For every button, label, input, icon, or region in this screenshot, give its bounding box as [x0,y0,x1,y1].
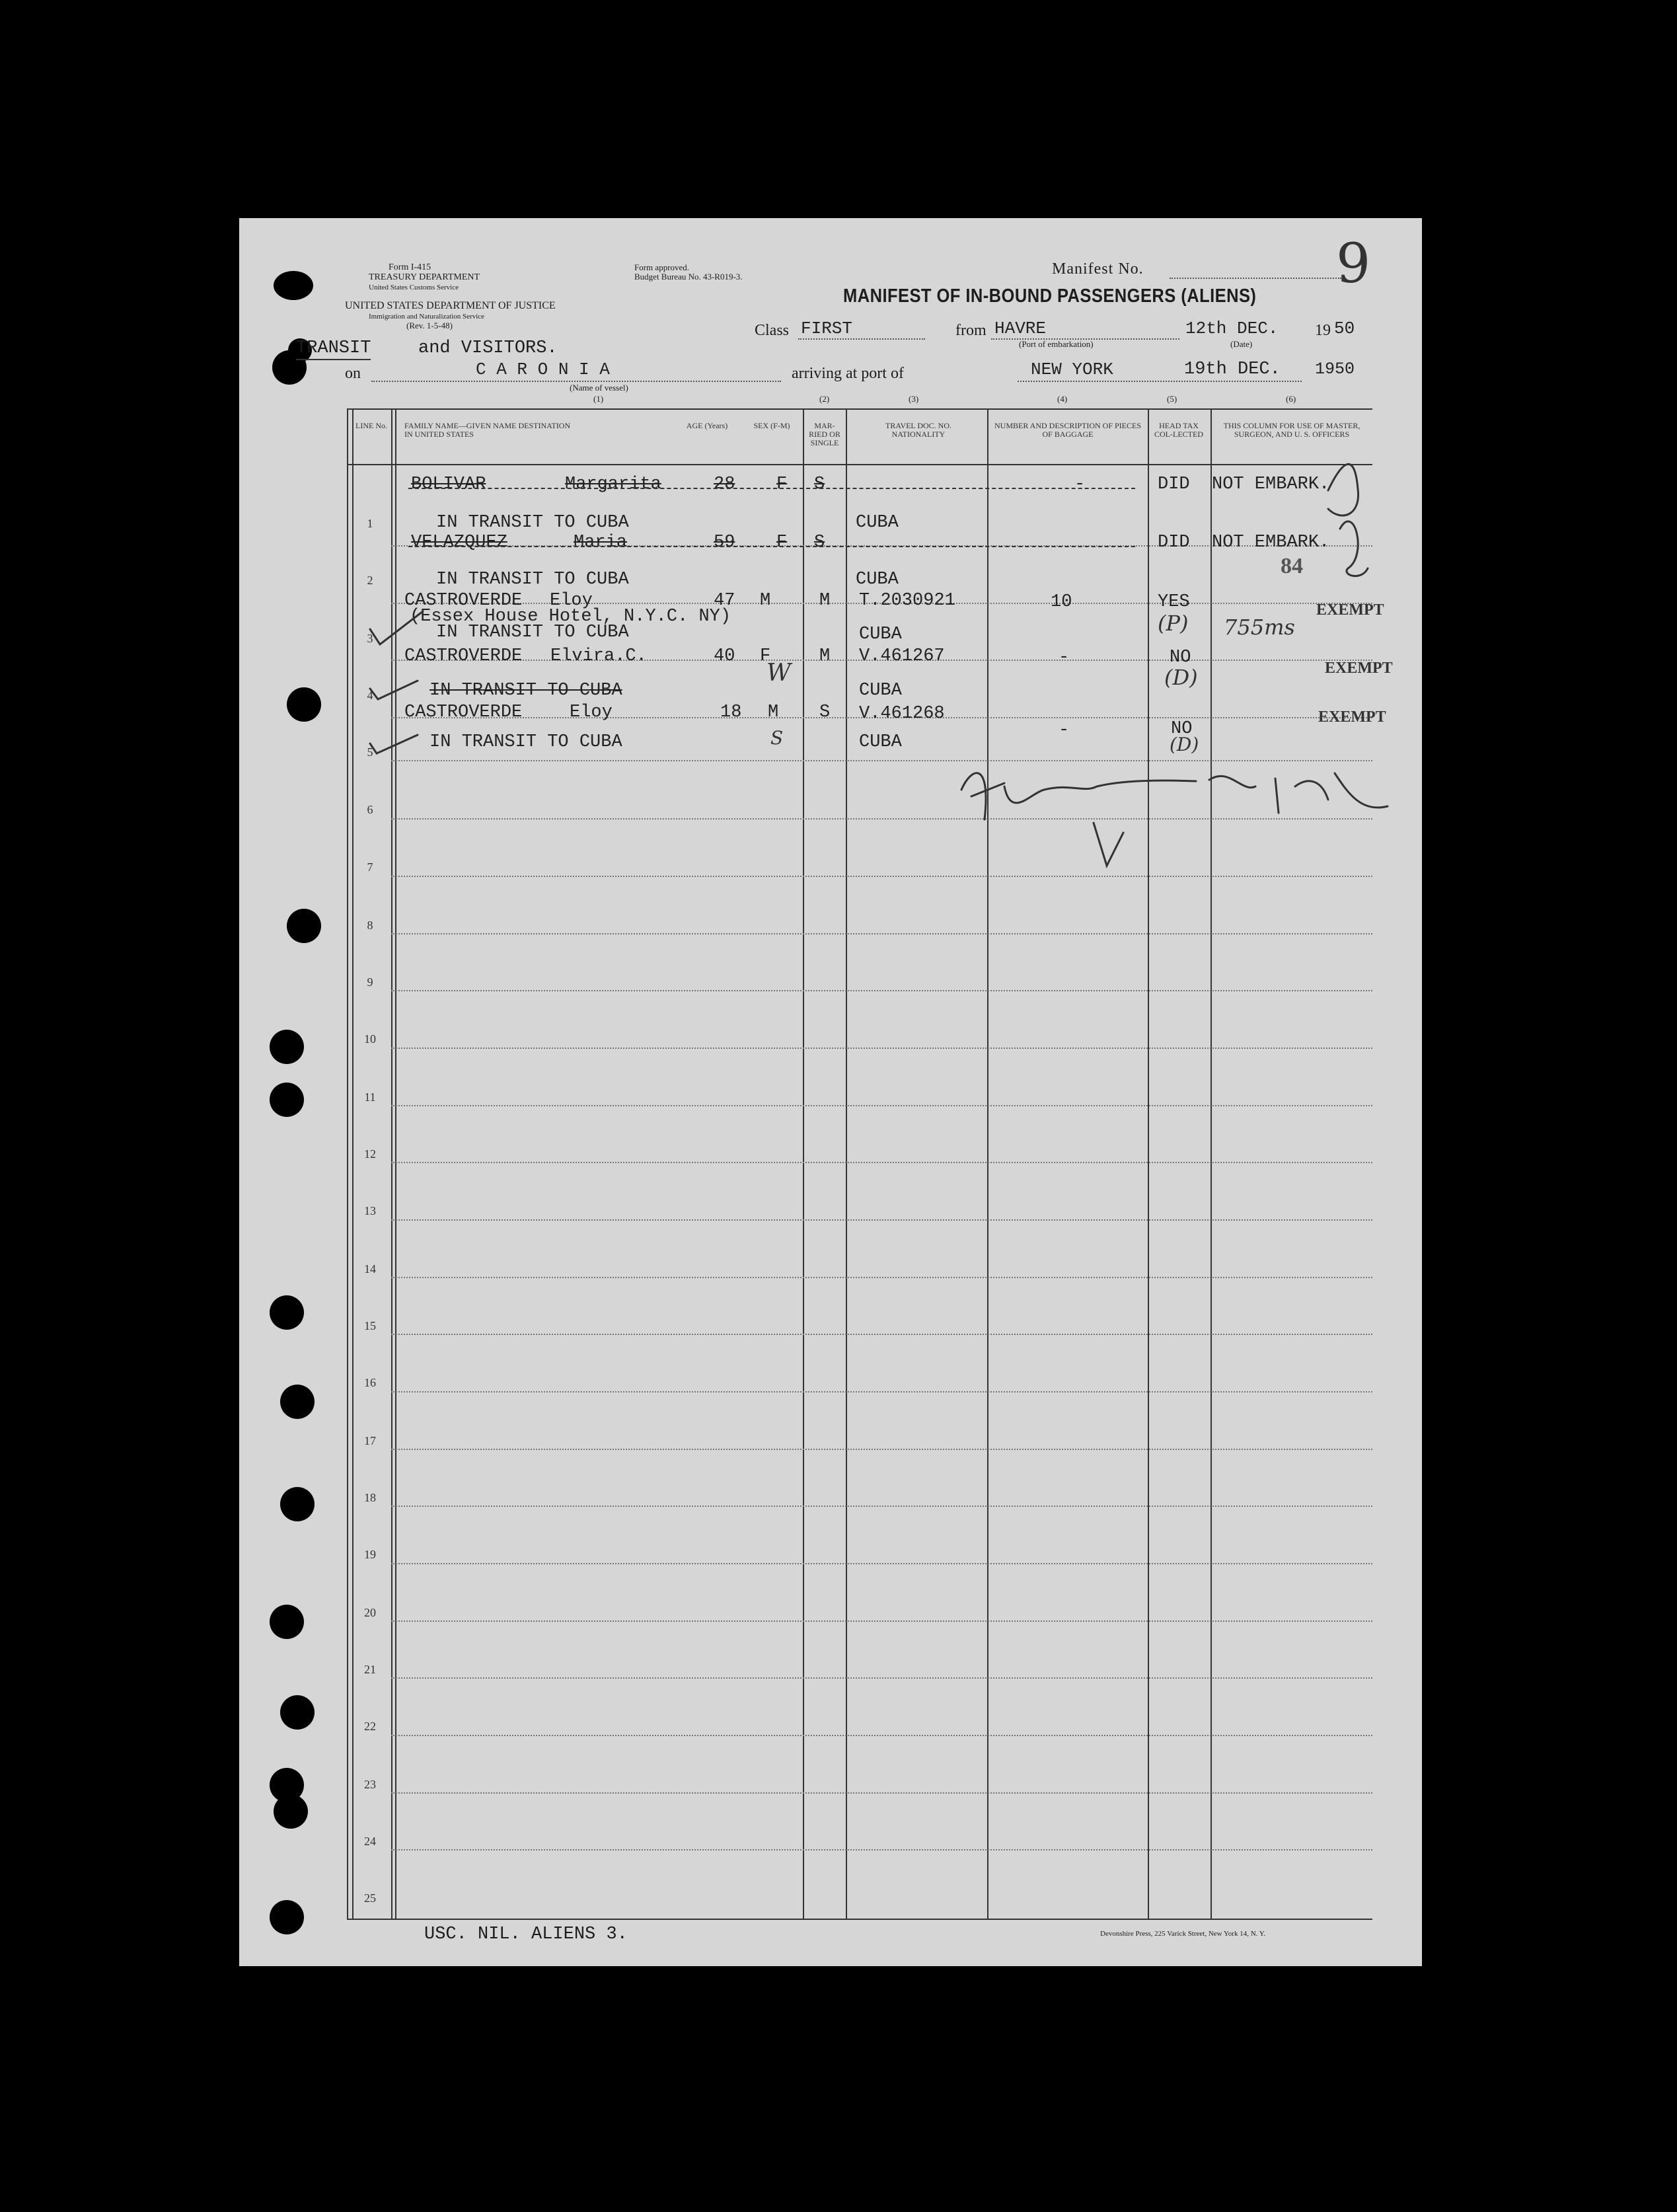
passenger-4-name: CASTROVERDE [404,646,523,666]
customs-service: United States Customs Service [369,284,459,291]
passenger-3-nationality: CUBA [859,625,902,644]
stamp-84: 84 [1281,554,1303,578]
header-age: AGE (Years) [686,421,728,430]
punch-hole [280,1385,315,1419]
passenger-2-name: VELAZQUEZ [411,533,507,553]
line-number: 2 [367,574,373,587]
passenger-2-sex: F [776,533,788,553]
column-number: (4) [1057,394,1068,404]
departure-year: 50 [1334,319,1355,338]
header-baggage: NUMBER AND DESCRIPTION OF PIECES OF BAGGAGE [994,421,1142,439]
line-number: 7 [367,860,373,874]
and-visitors: and VISITORS. [418,338,558,358]
header-head-tax: HEAD TAX COL-LECTED [1154,421,1203,439]
column-number: (6) [1286,394,1296,404]
passenger-3-destination: IN TRANSIT TO CUBA [436,623,629,642]
header-officers: THIS COLUMN FOR USE OF MASTER, SURGEON, AND U. S. OFFICERS [1223,421,1360,439]
column-number: (2) [819,394,830,404]
line-number: 14 [364,1262,376,1276]
line-number: 21 [364,1663,376,1676]
line-number: 24 [364,1835,376,1848]
printer-imprint: Devonshire Press, 225 Varick Street, New York 14, N. Y. [1100,1930,1266,1938]
punch-hole [270,1900,304,1934]
passenger-4-destination: IN TRANSIT TO CUBA [429,681,622,701]
passenger-1-given: Margarita [565,475,661,494]
passenger-1-sex: F [776,475,788,494]
passenger-4-given: Elvira.C. [550,646,647,666]
departure-date: 12th DEC. [1185,319,1279,338]
footer-summary: USC. NIL. ALIENS 3. [424,1925,628,1944]
line-number: 6 [367,803,373,816]
on-label: on [345,365,361,382]
row-line [391,1048,1372,1049]
row-line [391,1391,1372,1392]
arrival-year: 1950 [1315,360,1355,379]
sex-note: W [766,660,792,687]
line-number: 20 [364,1606,376,1619]
passenger-5-age: 18 [720,703,742,722]
passenger-5-destination: IN TRANSIT TO CUBA [429,732,622,752]
from-value: HAVRE [994,319,1047,338]
row-line [391,1792,1372,1794]
row-line [391,1277,1372,1278]
passenger-1-name: BOLIVAR [411,475,486,494]
revision: (Rev. 1-5-48) [406,321,453,330]
passenger-3-baggage: 10 [1051,592,1072,612]
line-number: 13 [364,1204,376,1217]
ins-service: Immigration and Naturalization Service [369,313,485,321]
passenger-2-tax: DID [1158,533,1190,553]
passenger-1-nationality: CUBA [856,513,899,533]
passenger-5-remark: EXEMPT [1318,708,1386,726]
manifest-title: MANIFEST OF IN-BOUND PASSENGERS (ALIENS) [843,286,1257,307]
row-line [391,1849,1372,1850]
punch-hole [274,1794,308,1829]
passenger-5-given: Eloy [570,703,613,722]
row-line [391,1677,1372,1679]
punch-hole [270,1605,304,1639]
punch-hole [270,1083,304,1117]
punch-hole [280,1695,315,1730]
passenger-5-tax-mark: (D) [1170,734,1199,755]
passenger-2-married: S [814,533,825,553]
column-number: (3) [909,394,919,404]
departure-year-prefix: 19 [1315,322,1331,339]
passenger-1-baggage: - [1074,475,1086,494]
row-line [391,1563,1372,1564]
form-approved: Form approved. [634,262,690,272]
passenger-1-married: S [814,475,825,494]
line-number: 8 [367,919,373,932]
class-label: Class [755,322,790,339]
line-number: 17 [364,1434,376,1447]
passenger-5-doc: V.461268 [859,704,945,724]
passenger-3-doc: T.2030921 [859,591,955,611]
budget-bureau: Budget Bureau No. 43-R019-3. [634,272,743,282]
passenger-2-age: 59 [714,533,735,553]
arrival-date: 19th DEC. [1184,360,1281,379]
passenger-3-given: Eloy [550,591,593,611]
row-line [391,1621,1372,1622]
line-number: 15 [364,1319,376,1332]
vessel-caption: (Name of vessel) [570,383,628,393]
punch-hole [270,1030,304,1064]
line-number: 23 [364,1778,376,1791]
passenger-4-sex: F [760,646,771,666]
passenger-2-remark: NOT EMBARK. [1212,533,1330,553]
transit-label: TRANSIT [296,338,371,360]
passenger-3-age: 47 [714,591,735,611]
passenger-5-name: CASTROVERDE [404,703,523,722]
line-number: 18 [364,1491,376,1504]
passenger-3-tax-mark: (P) [1158,611,1189,636]
passenger-2-destination: IN TRANSIT TO CUBA [436,570,629,590]
passenger-3-hotel: (Essex House Hotel, N.Y.C. NY) [410,607,731,627]
passenger-2-nationality: CUBA [856,570,899,590]
line-number: 22 [364,1720,376,1733]
passenger-5-baggage: - [1059,720,1070,740]
passenger-1-tax: DID [1158,475,1190,494]
line-number: 3 [367,632,373,645]
manifest-no-value: 9 [1336,233,1371,295]
handwritten-checkmarks [0,0,1677,925]
passenger-3-sex: M [760,591,771,611]
row-line [391,1735,1372,1736]
passenger-4-doc: V.461267 [859,646,945,666]
row-line [391,1449,1372,1450]
column-number: (1) [593,394,604,404]
passenger-5-sex: M [768,703,779,722]
punch-hole [270,1295,304,1330]
passenger-3-married: M [819,591,831,611]
port-embarkation-caption: (Port of embarkation) [1019,339,1094,349]
row-line [391,1334,1372,1335]
passenger-5-nationality: CUBA [859,732,902,752]
passenger-4-married: M [819,646,831,666]
passenger-5-tax: NO [1171,719,1193,739]
vessel-name: C A R O N I A [476,360,610,379]
passenger-3-name: CASTROVERDE [404,591,523,611]
arriving-label: arriving at port of [792,365,904,382]
line-number: 4 [367,689,373,702]
passenger-3-remark: EXEMPT [1316,601,1384,619]
passenger-4-remark: EXEMPT [1325,660,1393,677]
header-married: MAR-RIED OR SINGLE [809,421,840,447]
header-travel-doc: TRAVEL DOC. NO. NATIONALITY [885,421,951,439]
row-line [391,1219,1372,1221]
manifest-no-label: Manifest No. [1052,260,1144,278]
passenger-4-nationality: CUBA [859,681,902,701]
row-line [391,1162,1372,1163]
punch-hole [280,1487,315,1521]
line-number: 9 [367,975,373,989]
column-number: (5) [1167,394,1177,404]
line-number: 10 [364,1032,376,1046]
married-note: S [770,727,784,749]
line-number: 12 [364,1147,376,1161]
passenger-5-married: S [819,703,831,722]
passenger-4-tax-mark: (D) [1164,665,1198,690]
header-sex: SEX (F-M) [753,421,790,430]
row-line [391,933,1372,934]
line-number: 1 [367,517,373,530]
date-caption: (Date) [1230,339,1253,349]
row-line [391,1105,1372,1106]
passenger-2-given: Maria [574,533,628,553]
table-bottom-border [347,1919,1372,1920]
amount-note: 755ms [1224,615,1295,640]
form-number: Form I-415 [389,262,431,272]
passenger-1-remark: NOT EMBARK. [1212,475,1330,494]
passenger-1-age: 28 [714,475,735,494]
line-number: 16 [364,1376,376,1389]
header-name: FAMILY NAME—GIVEN NAME DESTINATION IN UNITED STATES [404,421,571,439]
treasury-department: TREASURY DEPARTMENT [369,272,480,282]
passenger-3-tax: YES [1158,592,1190,612]
line-number: 19 [364,1548,376,1561]
line-number: 11 [364,1090,376,1104]
line-number: 5 [367,745,373,759]
passenger-4-baggage: - [1059,648,1070,667]
line-number: 25 [364,1891,376,1905]
from-label: from [955,322,987,339]
justice-department: UNITED STATES DEPARTMENT OF JUSTICE [345,300,556,311]
class-value: FIRST [801,319,853,338]
row-line [391,990,1372,991]
passenger-4-age: 40 [714,646,735,666]
passenger-4-tax: NO [1170,648,1191,667]
header-line-no: LINE No. [355,421,387,430]
passenger-1-destination: IN TRANSIT TO CUBA [436,513,629,533]
row-line [391,1506,1372,1507]
arrival-port: NEW YORK [1031,360,1113,379]
